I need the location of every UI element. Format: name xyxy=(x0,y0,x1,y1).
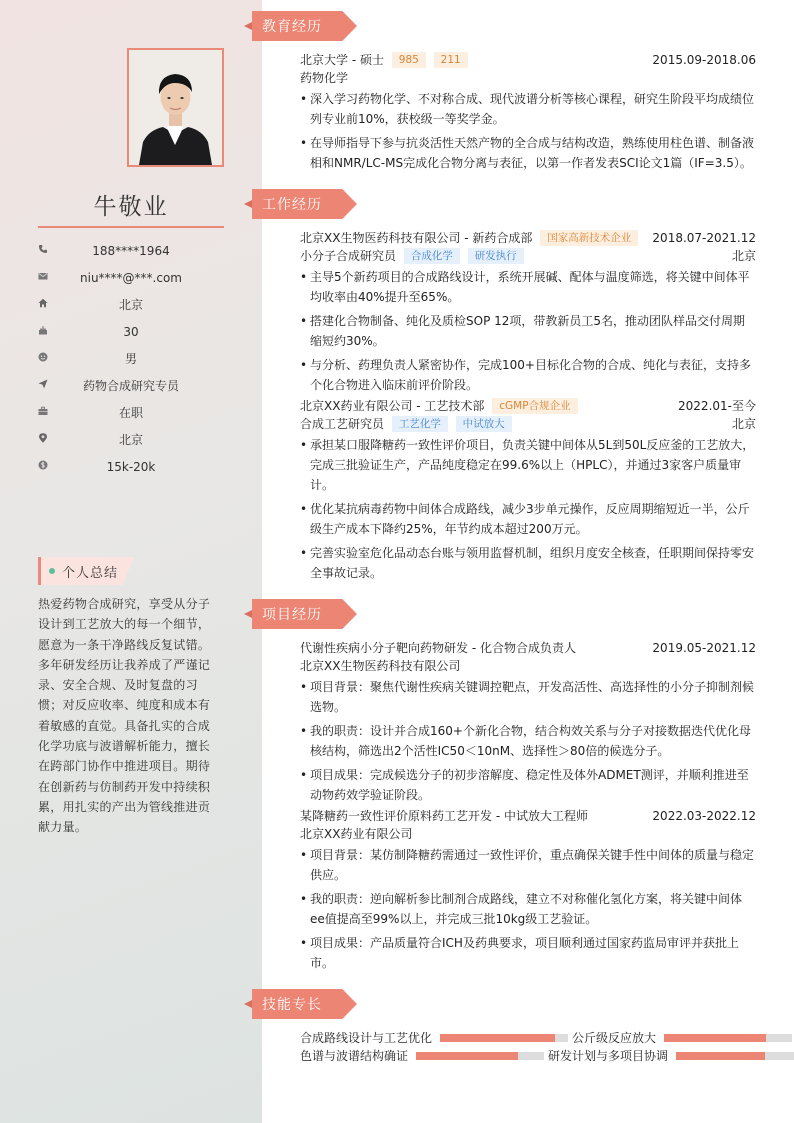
list-item: • 我的职责：逆向解析参比制剂合成路线，建立不对称催化氢化方案，将关键中间体ee值提高至99%以上，并完成三批10kg级工艺验证。 xyxy=(300,889,756,929)
company-name: 北京XX药业有限公司 - 工艺技术部 xyxy=(300,399,485,413)
home-icon xyxy=(38,298,49,309)
phone-icon xyxy=(38,244,49,255)
mail-icon xyxy=(38,271,49,282)
dot-icon xyxy=(49,568,55,574)
education-title: 教育经历 xyxy=(262,19,322,35)
section-heading-projects xyxy=(244,599,357,629)
info-age xyxy=(38,322,224,349)
salary-icon xyxy=(38,460,49,471)
project-date: 2019.05-2021.12 xyxy=(652,641,756,655)
section-heading-education xyxy=(244,11,357,41)
salary-value: 15k-20k xyxy=(106,460,156,474)
home-value: 北京 xyxy=(118,298,143,312)
tag-211: 211 xyxy=(434,52,468,68)
skill-item xyxy=(300,1047,408,1065)
project-name: 某降糖药一致性评价原料药工艺开发 - 中试放大工程师 xyxy=(300,809,588,823)
briefcase-icon xyxy=(38,406,49,417)
info-email xyxy=(38,268,224,295)
info-gender xyxy=(38,349,224,376)
project-entry-2 xyxy=(300,807,756,973)
skill-bar xyxy=(664,1034,792,1042)
project-name: 代谢性疾病小分子靶向药物研发 - 化合物合成负责人 xyxy=(300,641,576,655)
company-name: 北京XX生物医药科技有限公司 - 新药合成部 xyxy=(300,231,533,245)
job-city: 北京 xyxy=(731,249,756,263)
info-position xyxy=(38,376,224,403)
skill-bar xyxy=(676,1052,794,1060)
job-date: 2022.01-至今 xyxy=(678,399,756,413)
skills-list xyxy=(300,1029,794,1069)
list-item: • 项目成果：完成候选分子的初步溶解度、稳定性及体外ADMET测评，并顺利推进至动物药效学验证阶段。 xyxy=(300,765,756,805)
info-status xyxy=(38,403,224,430)
list-item: • 完善实验室危化品动态台账与领用监督机制，组织月度安全核查，任职期间保持零安全事故记录。 xyxy=(300,543,756,583)
location-pin-icon xyxy=(38,433,49,444)
age-value: 30 xyxy=(123,325,139,339)
phone-value[interactable]: 188****1964 xyxy=(92,244,170,258)
skill-name: 公斤级反应放大 xyxy=(572,1031,657,1045)
job-role: 小分子合成研究员 xyxy=(300,249,397,263)
info-home xyxy=(38,295,224,322)
list-item: • 我的职责：设计并合成160+个新化合物，结合构效关系与分子对接数据迭代优化母核结构，筛选出2个活性IC50＜10nM、选择性＞80倍的候选分子。 xyxy=(300,721,756,761)
education-entry xyxy=(300,51,756,173)
work-title: 工作经历 xyxy=(262,197,322,213)
role-tag: 合成化学 xyxy=(404,248,460,264)
role-tag: 中试放大 xyxy=(456,416,512,432)
project-entry-1 xyxy=(300,639,756,805)
project-date: 2022.03-2022.12 xyxy=(652,809,756,823)
list-item: • 承担某口服降糖药一致性评价项目，负责关键中间体从5L到50L反应釜的工艺放大，完成三批验证生产，产品纯度稳定在99.6%以上（HPLC），并通过3家客户质量审计。 xyxy=(300,435,756,495)
skill-name: 色谱与波谱结构确证 xyxy=(300,1049,409,1063)
work-entry-1 xyxy=(300,229,756,395)
education-date: 2015.09-2018.06 xyxy=(652,53,756,67)
list-item: • 项目背景：聚焦代谢性疾病关键调控靶点，开发高活性、高选择性的小分子抑制剂候选物。 xyxy=(300,677,756,717)
list-item: • 深入学习药物化学、不对称合成、现代波谱分析等核心课程，研究生阶段平均成绩位列专业前10%，获校级一等奖学金。 xyxy=(300,89,756,129)
role-tag: 研发执行 xyxy=(468,248,524,264)
skill-name: 研发计划与多项目协调 xyxy=(548,1049,669,1063)
send-icon xyxy=(38,379,49,390)
projects-title: 项目经历 xyxy=(262,607,322,623)
list-item: • 在导师指导下参与抗炎活性天然产物的全合成与结构改造，熟练使用柱色谱、制备液相和NMR/LC-MS完成化合物分离与表征，以第一作者发表SCI论文1篇（IF=3.5）。 xyxy=(300,133,756,173)
work-entry-2 xyxy=(300,397,756,583)
contact-info xyxy=(38,241,224,484)
job-city: 北京 xyxy=(731,417,756,431)
project-org: 北京XX生物医药科技有限公司 xyxy=(300,659,461,673)
summary-title: 个人总结 xyxy=(62,566,119,581)
list-item: • 搭建化合物制备、纯化及质检SOP 12项，带教新员工5名，推动团队样品交付周期缩短约30%。 xyxy=(300,311,756,351)
summary-text: 热爱药物合成研究，享受从分子设计到工艺放大的每一个细节，愿意为一条干净路线反复试错。多年研发经历让我养成了严谨记录、安全合规、及时复盘的习惯；对反应收率、纯度和成本有着敏感的直觉。具备扎实的合成化学功底与波谱解析能力，擅长在跨部门协作中推进项目。期待在创新药与仿制药开发中持续积累，用扎实的产出为管线推进贡献力量。 xyxy=(38,597,211,835)
tag-985: 985 xyxy=(392,52,426,68)
list-item: • 项目背景：某仿制降糖药需通过一致性评价，重点确保关键手性中间体的质量与稳定供应。 xyxy=(300,845,756,885)
skills-title: 技能专长 xyxy=(262,997,322,1013)
info-location xyxy=(38,430,224,457)
name-divider xyxy=(38,226,224,228)
major: 药物化学 xyxy=(300,71,349,85)
info-phone xyxy=(38,241,224,268)
gender-icon xyxy=(38,352,49,363)
project-org: 北京XX药业有限公司 xyxy=(300,827,413,841)
skill-item xyxy=(300,1029,432,1047)
section-heading-skills xyxy=(244,989,357,1019)
company-tag: 国家高新技术企业 xyxy=(540,230,638,246)
status-value: 在职 xyxy=(118,406,143,420)
company-tag: cGMP合规企业 xyxy=(492,398,577,414)
skill-name: 合成路线设计与工艺优化 xyxy=(300,1031,433,1045)
role-tag: 工艺化学 xyxy=(392,416,448,432)
job-role: 合成工艺研究员 xyxy=(300,417,385,431)
list-item: • 优化某抗病毒药物中间体合成路线，减少3步单元操作，反应周期缩短近一半，公斤级生产成本下降约25%，年节约成本超过200万元。 xyxy=(300,499,756,539)
email-value[interactable]: niu****@***.com xyxy=(80,271,182,285)
gender-value: 男 xyxy=(124,352,137,366)
sidebar xyxy=(0,0,262,1123)
list-item: • 与分析、药理负责人紧密协作，完成100+目标化合物的合成、纯化与表征，支持多个化合物进入临床前评价阶段。 xyxy=(300,355,756,395)
skill-item xyxy=(572,1029,656,1047)
section-heading-work xyxy=(244,189,357,219)
school-name: 北京大学 - 硕士 xyxy=(300,53,384,67)
info-salary xyxy=(38,457,224,484)
job-date: 2018.07-2021.12 xyxy=(652,231,756,245)
list-item: • 主导5个新药项目的合成路线设计，系统开展碱、配体与温度筛选，将关键中间体平均收率由40%提升至65%。 xyxy=(300,267,756,307)
skill-item xyxy=(548,1047,668,1065)
candidate-name: 牛敬业 xyxy=(93,194,169,220)
list-item: • 项目成果：产品质量符合ICH及药典要求，项目顺利通过国家药监局审评并获批上市。 xyxy=(300,933,756,973)
skill-bar xyxy=(416,1052,544,1060)
avatar-image xyxy=(129,50,222,165)
summary-heading xyxy=(38,557,134,585)
birthday-icon xyxy=(38,325,49,336)
location-value: 北京 xyxy=(118,433,143,447)
profile-photo xyxy=(127,48,224,167)
position-value: 药物合成研究专员 xyxy=(82,379,179,393)
skill-bar xyxy=(440,1034,568,1042)
